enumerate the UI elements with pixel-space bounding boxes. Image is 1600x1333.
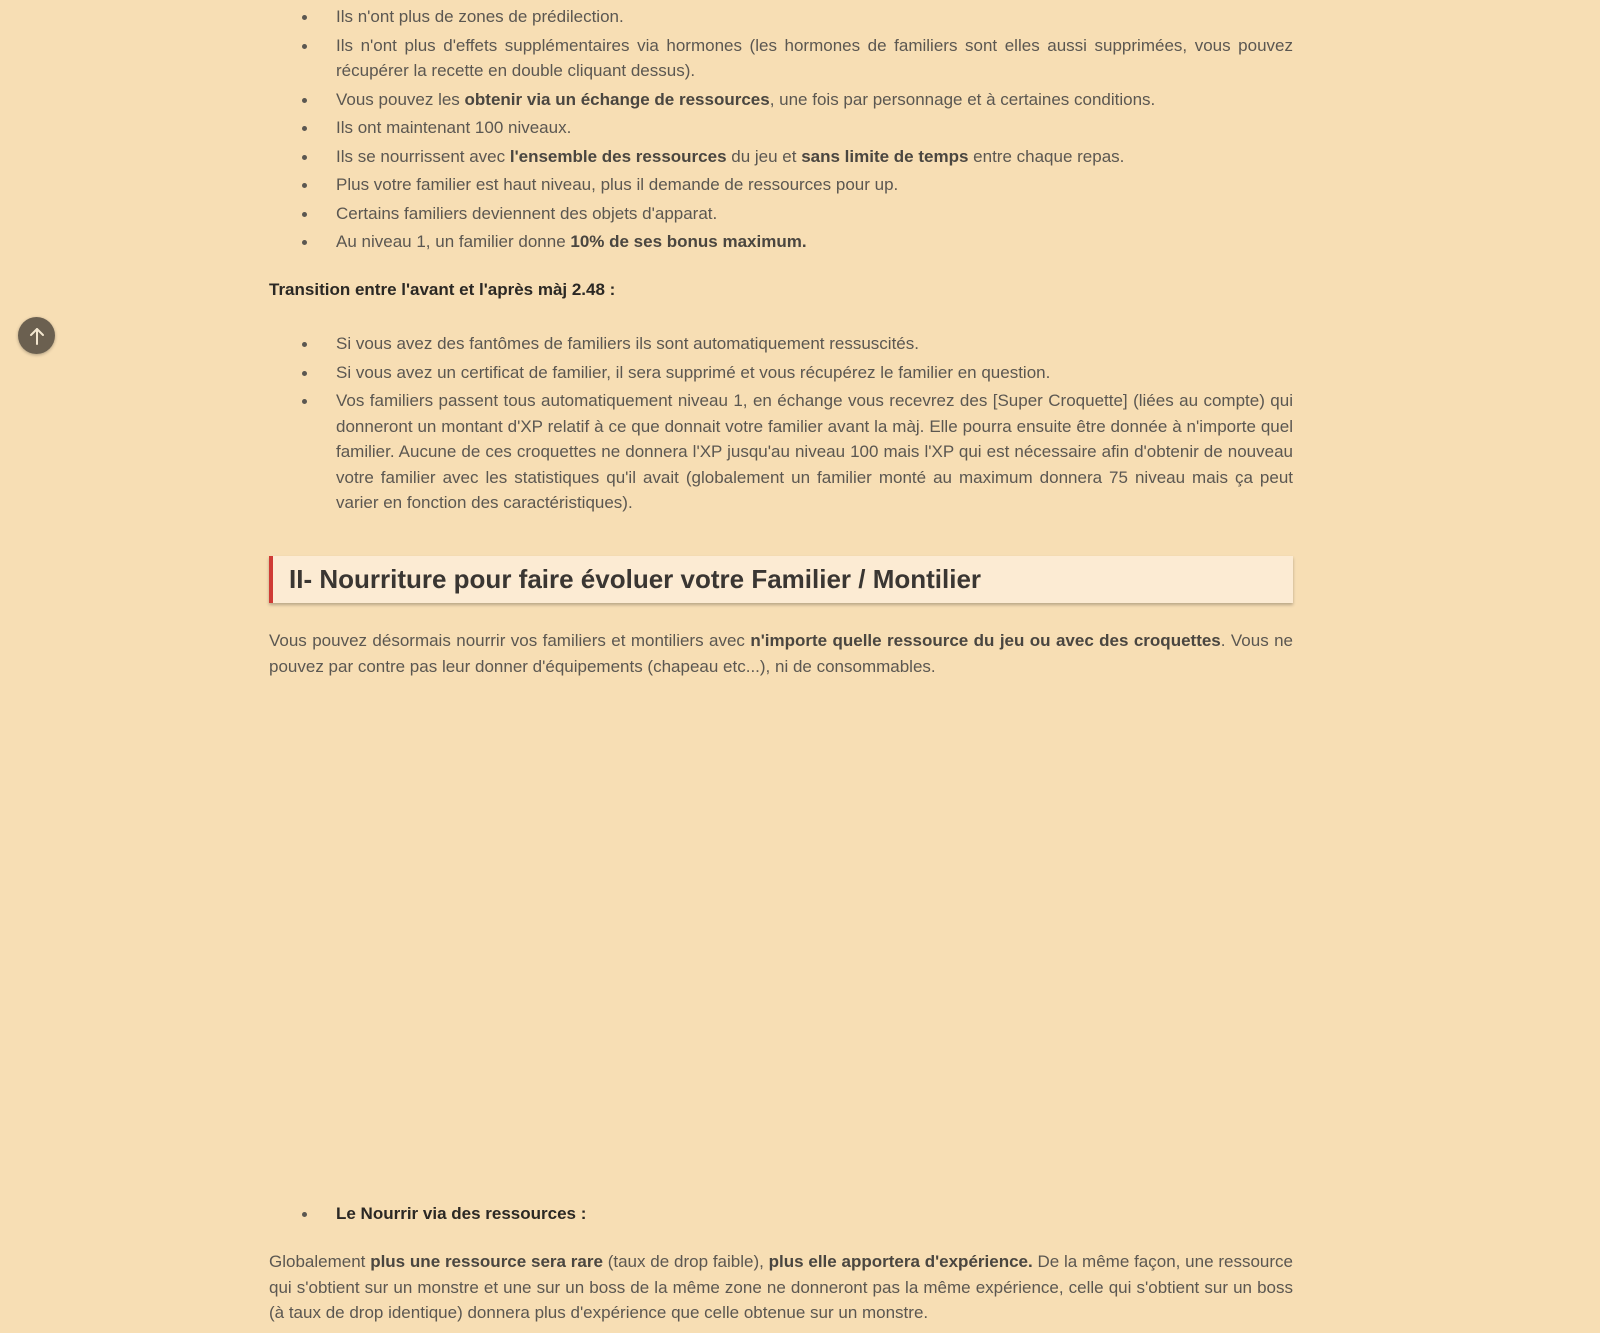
text-run: Ils se nourrissent avec xyxy=(336,146,510,166)
transition-title: Transition entre l'avant et l'après màj 2.48 : xyxy=(269,280,616,299)
bold-text: sans limite de temps xyxy=(801,146,969,166)
text-run: , une fois par personnage et à certaines conditions. xyxy=(769,89,1156,109)
arrow-up-icon xyxy=(28,326,46,346)
feeding-list xyxy=(269,1201,1293,1227)
text-run: Si vous avez des fantômes de familiers ils sont automatiquement ressuscités. xyxy=(336,334,919,353)
bold-text: 10% de ses bonus maximum. xyxy=(570,232,807,251)
list-item xyxy=(269,331,1293,357)
text-run: Si vous avez un certificat de familier, il sera supprimé et vous récupérez le familier en question. xyxy=(336,362,1051,382)
section-heading-text: II- Nourriture pour faire évoluer votre Familier / Montilier xyxy=(289,564,982,594)
text-run: Vous pouvez les xyxy=(336,89,465,109)
scroll-to-top-button[interactable] xyxy=(18,317,55,354)
bold-text: n'importe quelle ressource du jeu ou avec des croquettes xyxy=(750,631,1221,650)
text-run: entre chaque repas. xyxy=(968,146,1125,166)
resource-rarity-paragraph xyxy=(269,1249,1293,1326)
section-heading xyxy=(269,556,1293,603)
bold-text: obtenir via un échange de ressources xyxy=(464,89,770,109)
text-run: du jeu et xyxy=(726,146,802,166)
list-item xyxy=(269,201,1293,227)
list-item xyxy=(269,4,1293,30)
text-run: Vos familiers passent tous automatiquement niveau 1, en échange vous recevrez des [Super Croquette] (liées au compte) qui donneront un montant d'XP relatif à ce que donnait votre familier avant la màj. Elle pourra ensuite être donnée à n'importe quel familier. Aucune de ces croquettes ne donnera l'XP jusqu'au niveau 100 mais l'XP qui est nécessaire afin d'obtenir de nouveau votre familier avec les statistiques qu'il avait (globalement un familier monté au maximum donnera 75 niveau mais ça peut varier en fonction des caractéristiques). xyxy=(336,391,1293,512)
list-item xyxy=(269,388,1293,516)
text-run: Certains familiers deviennent des objets d'apparat. xyxy=(336,203,718,223)
food-intro-paragraph xyxy=(269,628,1293,679)
text-run: De la même façon, une ressource qui s'obtient sur un monstre et une sur un boss de la même zone ne donneront pas la même expérience, celle qui s'obtient sur un boss (à taux de drop identique) donnera plus d'expérience que celle obtenue sur un monstre. xyxy=(269,1252,1293,1322)
text-run: Ils ont maintenant 100 niveaux. xyxy=(336,118,572,137)
list-item xyxy=(269,1201,1293,1227)
bold-text: Le Nourrir via des ressources : xyxy=(336,1204,587,1223)
bold-text: plus elle apportera d'expérience. xyxy=(768,1252,1033,1271)
list-item xyxy=(269,87,1293,113)
text-run: Ils n'ont plus d'effets supplémentaires via hormones (les hormones de familiers sont elles aussi supprimées, vous pouvez récupérer la recette en double cliquant dessus). xyxy=(336,35,1293,80)
transition-list xyxy=(269,331,1293,519)
list-item xyxy=(269,115,1293,141)
bold-text: plus une ressource sera rare xyxy=(370,1252,603,1271)
text-run: . Vous ne pouvez par contre pas leur donner d'équipements (chapeau etc...), ni de consommables. xyxy=(269,631,1293,676)
list-item xyxy=(269,360,1293,386)
text-run: Plus votre familier est haut niveau, plus il demande de ressources pour up. xyxy=(336,175,899,194)
text-run: Au niveau 1, un familier donne xyxy=(336,232,571,251)
text-run: Vous pouvez désormais nourrir vos familiers et montiliers avec xyxy=(269,631,751,650)
list-item xyxy=(269,229,1293,255)
text-run: Ils n'ont plus de zones de prédilection. xyxy=(336,7,624,26)
list-item xyxy=(269,33,1293,84)
text-run: (taux de drop faible), xyxy=(602,1252,769,1271)
bold-text: l'ensemble des ressources xyxy=(509,146,727,166)
list-item xyxy=(269,144,1293,170)
text-run: Globalement xyxy=(269,1252,371,1271)
changes-list xyxy=(269,4,1293,258)
list-item xyxy=(269,172,1293,198)
